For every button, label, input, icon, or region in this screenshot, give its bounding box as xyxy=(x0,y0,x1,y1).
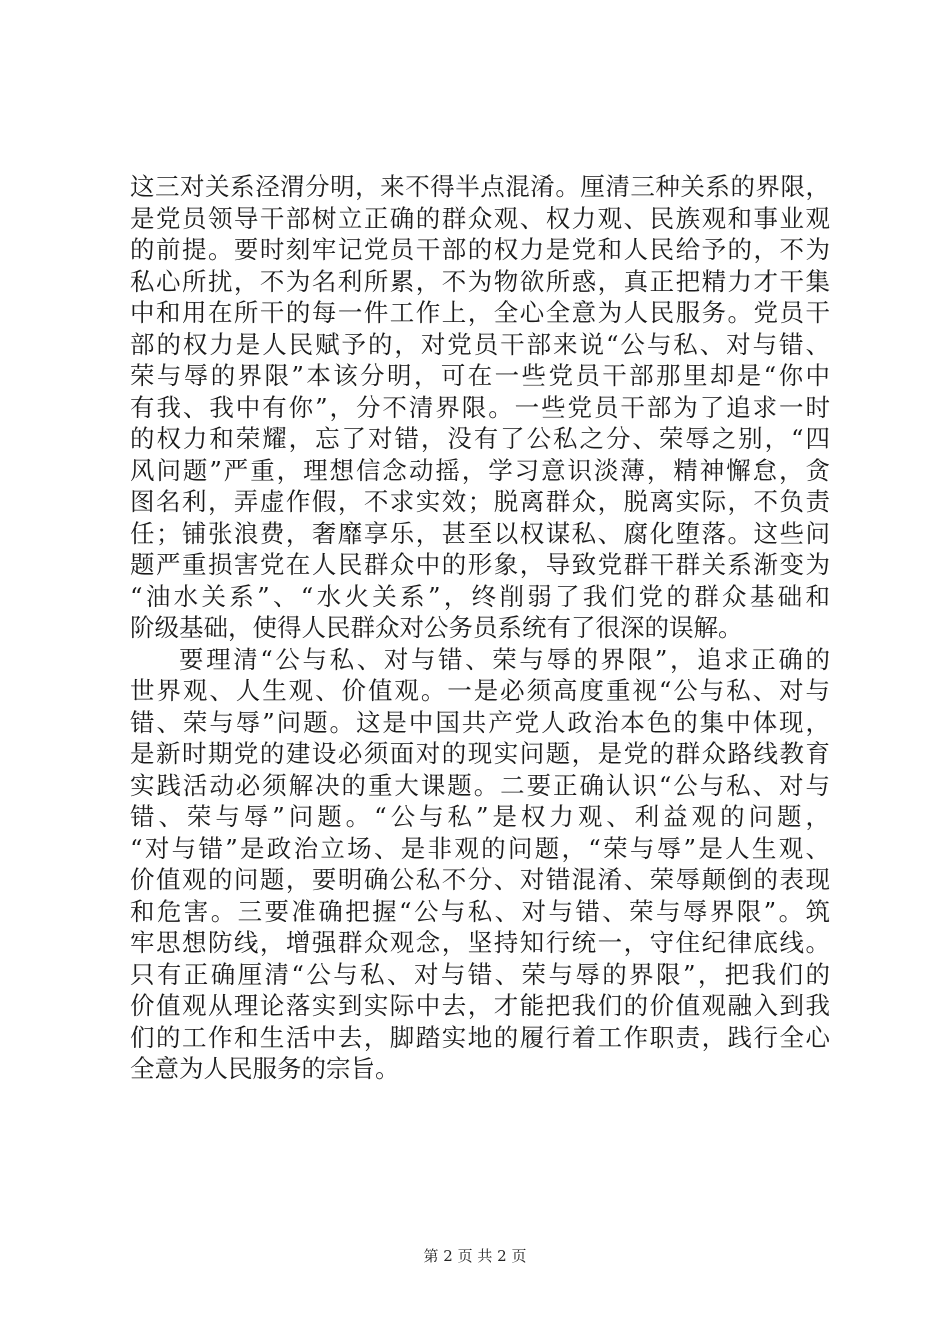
text-line: 风问题”严重，理想信念动摇，学习意识淡薄，精神懈怠，贪 xyxy=(130,455,830,485)
text-line: 图名利，弄虚作假，不求实效；脱离群众，脱离实际，不负责 xyxy=(130,487,830,516)
text-line: 任；铺张浪费，奢靡享乐，甚至以权谋私、腐化堕落。这些问 xyxy=(130,518,830,548)
page-number-footer: 第 2 页 共 2 页 xyxy=(423,1247,527,1265)
body-text xyxy=(130,171,830,1085)
text-line: 只有正确厘清“公与私、对与错、荣与辱的界限”，把我们的 xyxy=(130,959,830,989)
text-line: 和危害。三要准确把握“公与私、对与错、荣与辱界限”。筑 xyxy=(130,896,830,926)
text-line: 私心所扰，不为名利所累，不为物欲所惑，真正把精力才干集 xyxy=(130,266,830,296)
text-line: 荣与辱的界限”本该分明，可在一些党员干部那里却是“你中 xyxy=(130,361,830,390)
text-line: “对与错”是政治立场、是非观的问题，“荣与辱”是人生观、 xyxy=(130,833,830,863)
text-line: 题严重损害党在人民群众中的形象，导致党群干群关系渐变为 xyxy=(130,550,830,579)
text-line: 实践活动必须解决的重大课题。二要正确认识“公与私、对与 xyxy=(130,770,830,800)
text-line: 价值观从理论落实到实际中去，才能把我们的价值观融入到我 xyxy=(130,991,830,1020)
text-line: 有我、我中有你”，分不清界限。一些党员干部为了追求一时 xyxy=(130,392,830,422)
text-line: 部的权力是人民赋予的，对党员干部来说“公与私、对与错、 xyxy=(130,329,830,359)
text-line: 世界观、人生观、价值观。一是必须高度重视“公与私、对与 xyxy=(130,676,830,705)
text-line: 牢思想防线，增强群众观念，坚持知行统一，守住纪律底线。 xyxy=(130,928,830,957)
text-line: 错、荣与辱”问题。“公与私”是权力观、利益观的问题， xyxy=(130,802,830,831)
text-line: 是党员领导干部树立正确的群众观、权力观、民族观和事业观 xyxy=(130,203,830,233)
text-line: 中和用在所干的每一件工作上，全心全意为人民服务。党员干 xyxy=(130,298,830,327)
text-line: 价值观的问题，要明确公私不分、对错混淆、荣辱颠倒的表现 xyxy=(130,865,830,894)
text-line: 们的工作和生活中去，脚踏实地的履行着工作职责，践行全心 xyxy=(130,1022,830,1052)
paragraph-2 xyxy=(130,644,830,1085)
text-line: 全意为人民服务的宗旨。 xyxy=(130,1054,400,1083)
text-line: 要理清“公与私、对与错、荣与辱的界限”，追求正确的 xyxy=(179,644,830,674)
text-line: “油水关系”、“水火关系”，终削弱了我们党的群众基础和 xyxy=(130,581,830,611)
paragraph-1 xyxy=(130,171,830,644)
text-line: 的权力和荣耀，忘了对错，没有了公私之分、荣辱之别，“四 xyxy=(130,424,830,453)
text-line: 阶级基础，使得人民群众对公务员系统有了很深的误解。 xyxy=(130,613,743,642)
text-line: 错、荣与辱”问题。这是中国共产党人政治本色的集中体现， xyxy=(130,707,830,737)
text-line: 的前提。要时刻牢记党员干部的权力是党和人民给予的，不为 xyxy=(130,235,830,264)
text-line: 这三对关系泾渭分明，来不得半点混淆。厘清三种关系的界限， xyxy=(130,172,830,201)
text-line: 是新时期党的建设必须面对的现实问题，是党的群众路线教育 xyxy=(130,739,830,768)
